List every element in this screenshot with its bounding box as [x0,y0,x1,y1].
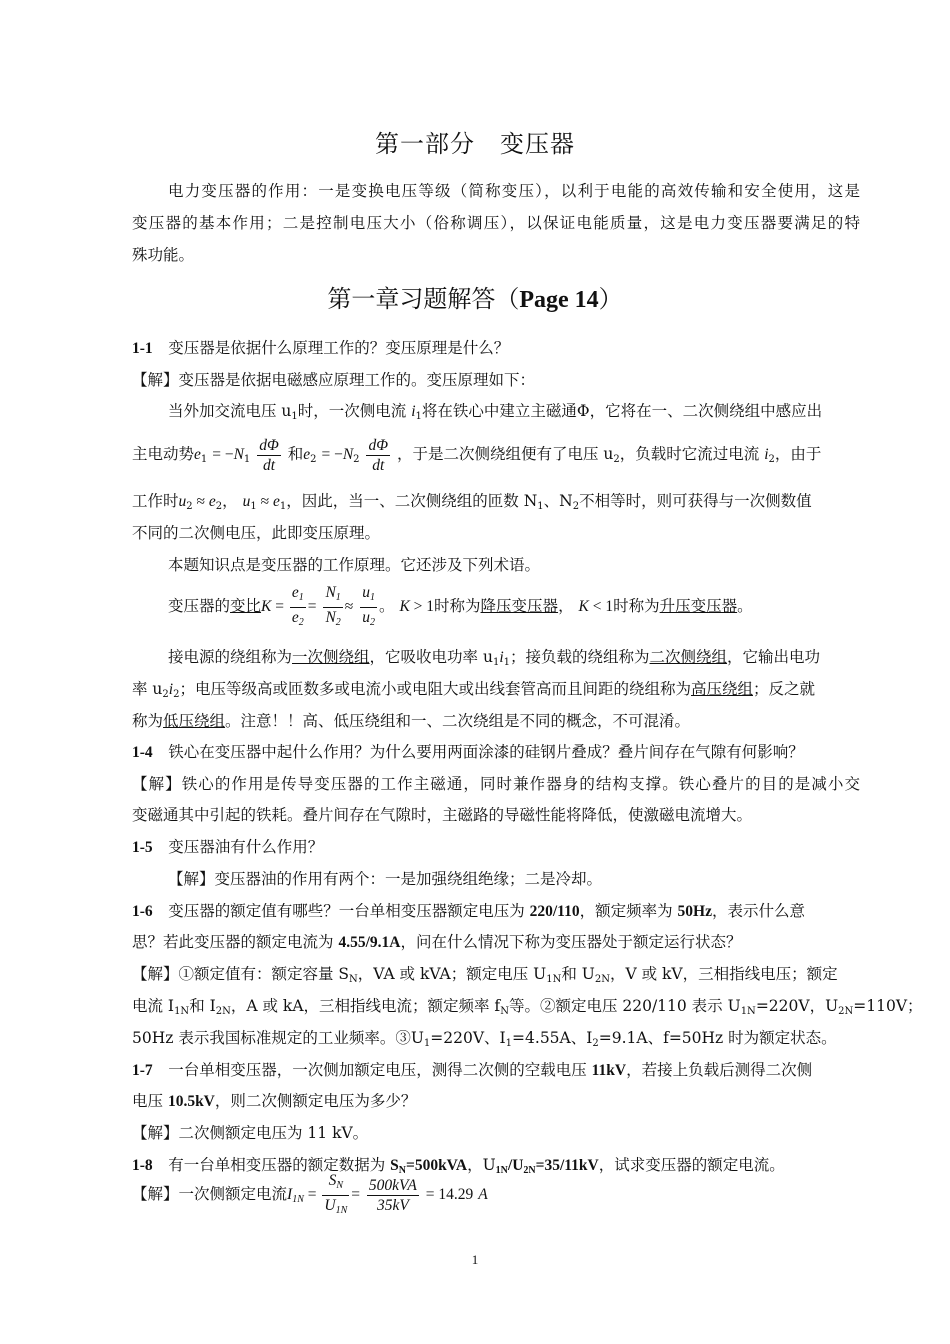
answer-1-6-line-3: 50Hz 表示我国标准规定的工业频率。$③U_1=220V$、$I_1=4.55A$、$I_2=9.1A$、f=50Hz 时为额定状态。 [132,1029,837,1049]
answer-1-1-line-9: 率 $u_2i_2$；电压等级高或匝数多或电流小或电阻大或出线套管高而且间距的绕组称为高压绕组；反之就 [132,680,816,700]
current-value-fraction: $\frac{\text{500kVA}}{35kV}$ [368,1176,417,1214]
answer-1-1-line-4: 工作时$u_2 \approx e_2$， $u_1 \approx e_1$，因此，当一、二次侧绕组的匝数 $N_1$、$N_2$不相等时，则可获得与一次侧数值 [132,492,812,512]
answer-1-1-line-3: 主电动势$e_1 = -N_1$ $\frac{d\Phi}{dt}$ 和$e_2 = -N_2$ $\frac{d\Phi}{dt}$ ，于是二次侧绕组便有了电压 $u_2$，负载时它流过电流 $i_2$，由于 [132,436,822,474]
answer-1-8: 【解】一次侧额定电流$I_{1N}$ = $\frac{S_N}{U_{1N}}$ = $\frac{\text{500kVA}}{35kV}$ = 14.29 A [132,1166,860,1224]
question-1-1: 1-1 变压器是依据什么原理工作的？变压原理是什么？ [132,339,510,357]
answer-1-4-line-1: 【解】铁心的作用是传导变压器的工作主磁通，同时兼作器身的结构支撑。铁心叠片的目的是减小交 [132,775,860,793]
answer-1-1-line-1: 【解】变压器是依据电磁感应原理工作的。变压原理如下： [132,371,536,389]
question-1-5: 1-5 变压器油有什么作用？ [132,838,324,856]
intro-line-1: 电力变压器的作用：一是变换电压等级（简称变压），以利于电能的高效传输和安全使用，这是 [168,182,860,200]
question-1-4: 1-4 铁心在变压器中起什么作用？为什么要用两面涂漆的硅钢片叠成？叠片间存在气隙有何影响？ [132,743,804,761]
chapter-title: 第一章习题解答（Page 14） [327,285,623,313]
ratio-fraction-e: $\frac{e_1}{e_2}$ [291,583,304,628]
intro-line-3: 殊功能。 [132,246,195,264]
answer-1-1-line-5: 不同的二次侧电压，此即变压原理。 [132,524,381,542]
answer-1-1-line-6: 本题知识点是变压器的工作原理。它还涉及下列术语。 [168,556,541,574]
answer-1-1-line-8: 接电源的绕组称为一次侧绕组，它吸收电功率 $u_1i_1$；接负载的绕组称为二次侧绕组，它输出电功 [168,648,821,668]
answer-1-1-line-2: 当外加交流电压 $u_1$时，一次侧电流 $i_1$将在铁心中建立主磁通Φ，它将在一、二次侧绕组中感应出 [168,402,823,422]
ratio-fraction-u: $\frac{u_1}{u_2}$ [362,583,375,628]
part-title: 第一部分 变压器 [375,130,575,158]
answer-1-1-line-10: 称为低压绕组。注意！！高、低压绕组和一、二次绕组是不同的概念，不可混淆。 [132,712,691,730]
question-1-7-line-1: 1-7 一台单相变压器，一次侧加额定电压，测得二次侧的空载电压 11kV，若接上负载后测得二次侧 [132,1061,813,1079]
ratio-fraction-n: $\frac{N_1}{N_2}$ [325,583,341,628]
answer-1-1-ratio-line: 变压器的变比K = $\frac{e_1}{e_2}$ = $\frac{N_1}{N_2}$ ≈ $\frac{u_1}{u_2}$ 。 K > 1时称为降压变压器， K < 1时称为升压变压器。 [168,582,860,632]
question-1-6-line-2: 思？若此变压器的额定电流为 4.55/9.1A，问在什么情况下称为变压器处于额定运行状态？ [132,933,742,951]
dphi-dt-fraction-2: $\frac{d\Phi}{dt}$ [368,436,389,474]
question-1-8: 1-8 有一台单相变压器的额定数据为 $S_N=500kVA$，$U_{1N}/U_{2N}=35/11kV$，试求变压器的额定电流。 [132,1156,785,1176]
page-number: 1 [471,1252,479,1267]
intro-line-2: 变压器的基本作用；二是控制电压大小（俗称调压），以保证电能质量，这是电力变压器要满足的特 [132,214,860,232]
answer-1-6-line-1: 【解】①额定值有：额定容量 $S_N$，VA 或 kVA；额定电压 $U_{1N}$和 $U_{2N}$，V 或 kV，三相指线电压；额定 [132,965,838,985]
question-1-7-line-2: 电压 10.5kV，则二次侧额定电压为多少？ [132,1092,417,1110]
answer-1-4-line-2: 变磁通其中引起的铁耗。叠片间存在气隙时，主磁路的导磁性能将降低，使激磁电流增大。 [132,806,753,824]
dphi-dt-fraction-1: $\frac{d\Phi}{dt}$ [259,436,279,474]
answer-1-6-line-2: 电流 $I_{1N}$和 $I_{2N}$，A 或 kA，三相指线电流；额定频率 $f_N$等。②额定电压 220/110 表示 $U_{1N}=220V$，$U_{2N}=110V$； [132,997,923,1017]
question-1-6-line-1: 1-6 变压器的额定值有哪些？一台单相变压器额定电压为 220/110，额定频率为 50Hz，表示什么意 [132,902,805,920]
answer-1-5: 【解】变压器油的作用有两个：一是加强绕组绝缘；二是冷却。 [168,870,603,888]
answer-1-7: 【解】二次侧额定电压为 11 kV。 [132,1124,369,1142]
current-formula-fraction: $\frac{S_N}{U_{1N}}$ [324,1171,348,1216]
